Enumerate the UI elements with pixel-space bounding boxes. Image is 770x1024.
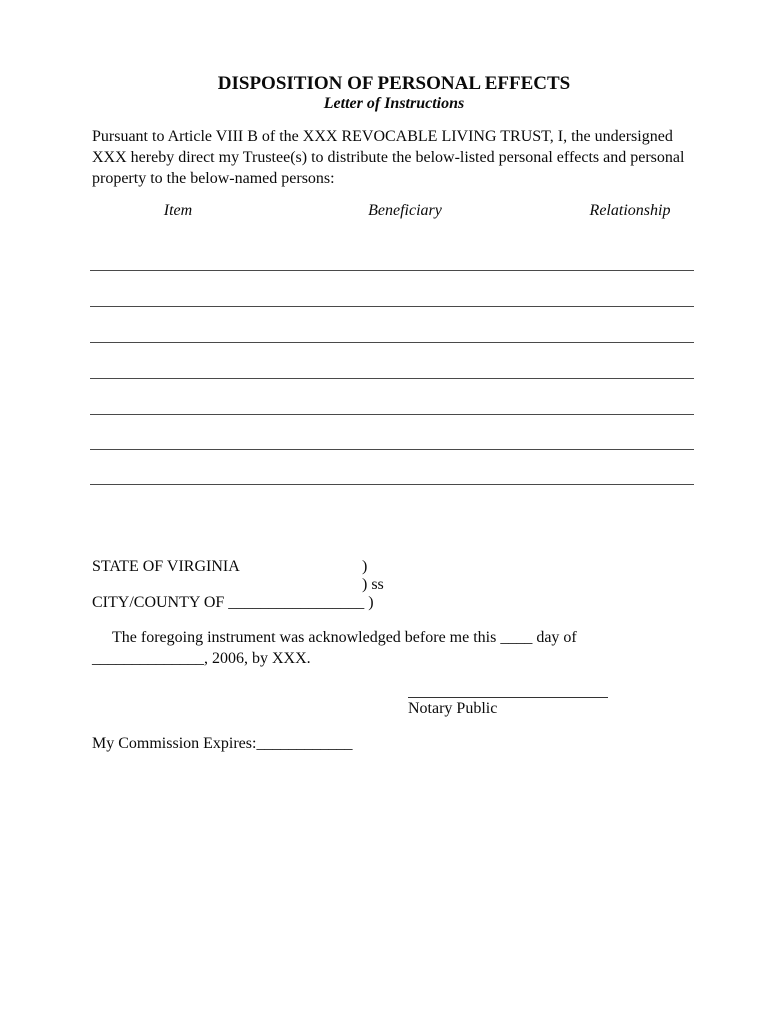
entry-line	[90, 342, 694, 343]
state-line	[92, 558, 240, 576]
column-header-relationship: Relationship	[589, 202, 671, 219]
commission-expires-blank: ____________	[256, 735, 353, 752]
commission-expires-line	[92, 735, 352, 753]
city-county-line	[92, 594, 374, 612]
ss-line: ) ss	[362, 576, 384, 593]
entry-line	[90, 378, 694, 379]
entry-line	[90, 414, 694, 415]
state-label: STATE OF VIRGINIA	[92, 558, 240, 575]
column-header-item: Item	[163, 202, 193, 219]
entry-line	[90, 270, 694, 271]
notary-signature-line	[408, 697, 608, 698]
city-county-paren: )	[368, 594, 374, 611]
document-subtitle: Letter of Instructions	[323, 95, 465, 112]
column-headers	[92, 202, 696, 222]
city-county-blank: _________________	[228, 594, 365, 611]
acknowledgment-paragraph: The foregoing instrument was acknowledged before me this ____ day of ______________, 2006, by XXX.	[92, 629, 577, 667]
entry-line	[90, 306, 694, 307]
entry-line	[90, 484, 694, 485]
city-county-label: CITY/COUNTY OF	[92, 594, 225, 611]
document-content	[92, 0, 696, 1024]
intro-paragraph: Pursuant to Article VIII B of the XXX REVOCABLE LIVING TRUST, I, the undersigned XXX hereby direct my Trustee(s) to distribute the below-listed personal effects and personal property to the below-named persons:	[92, 128, 685, 187]
notary-public-label: Notary Public	[408, 700, 498, 717]
state-paren: )	[362, 558, 368, 575]
entry-line	[90, 449, 694, 450]
document-title: DISPOSITION OF PERSONAL EFFECTS	[217, 73, 571, 94]
commission-expires-label: My Commission Expires:	[92, 735, 257, 752]
column-header-beneficiary: Beneficiary	[368, 202, 442, 219]
